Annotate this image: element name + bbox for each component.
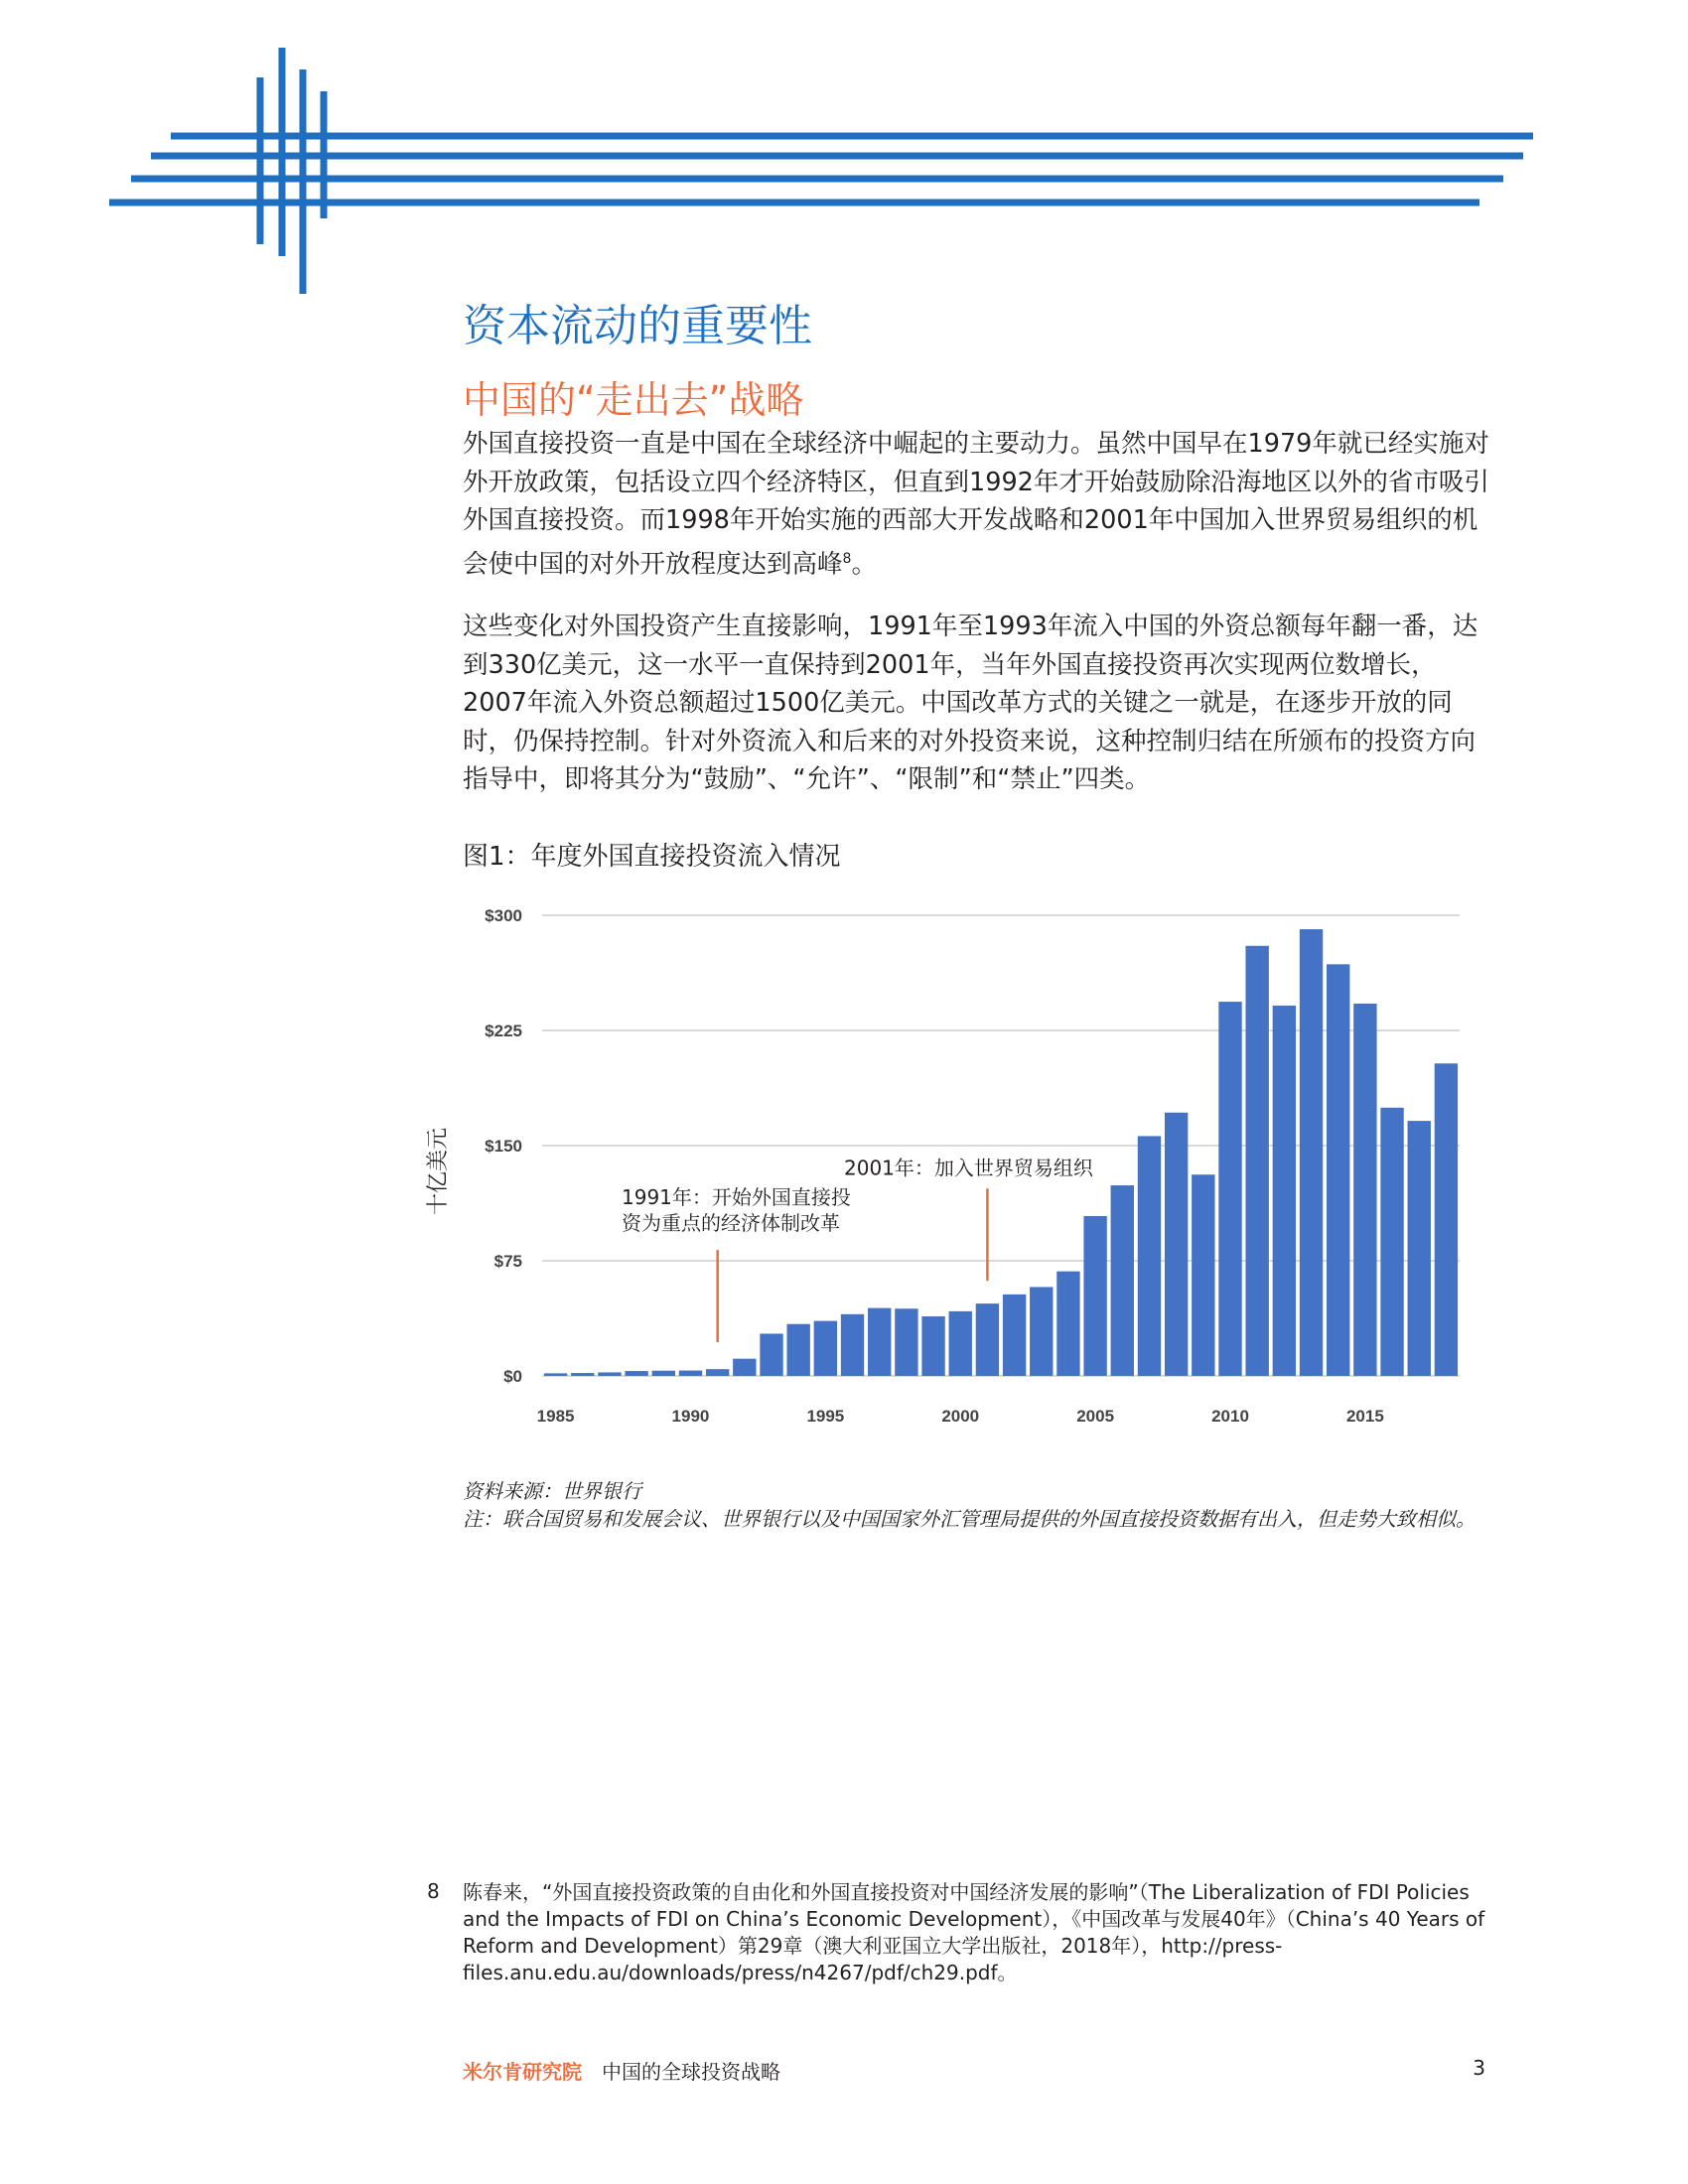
x-tick-label: 1990 <box>671 1407 710 1426</box>
fdi-bar-chart <box>417 903 1489 1459</box>
footnote-ref: 8 <box>842 550 852 567</box>
footnote-number: 8 <box>427 1879 440 1903</box>
bar-2007 <box>1138 1136 1161 1376</box>
bar-2003 <box>1030 1287 1053 1376</box>
bar-2009 <box>1192 1174 1214 1376</box>
bar-1991 <box>706 1369 729 1376</box>
y-tick-label: $225 <box>485 1022 522 1040</box>
x-tick-label: 2000 <box>941 1407 980 1426</box>
x-tick-label: 2015 <box>1345 1407 1384 1426</box>
bar-2004 <box>1056 1272 1079 1376</box>
bar-1992 <box>733 1359 756 1376</box>
bar-2016 <box>1380 1108 1403 1376</box>
bar-1993 <box>760 1333 782 1376</box>
figure-title: 图1：年度外国直接投资流入情况 <box>463 842 841 872</box>
bar-2013 <box>1300 929 1323 1376</box>
y-tick-label: $0 <box>503 1367 522 1386</box>
bar-2011 <box>1245 946 1268 1376</box>
chart-source <box>463 1477 1485 1533</box>
y-axis-title: 十亿美元 <box>426 1127 451 1216</box>
x-tick-label: 2010 <box>1211 1407 1249 1426</box>
bar-1988 <box>625 1371 647 1376</box>
y-tick-label: $75 <box>493 1252 522 1271</box>
paragraph-1 <box>463 425 1495 584</box>
header-decoration <box>0 0 1688 298</box>
bar-1995 <box>814 1321 837 1376</box>
bar-2015 <box>1353 1004 1376 1376</box>
annotation-1991-line2: 资为重点的经济体制改革 <box>622 1210 840 1235</box>
paragraph-1-text: 外国直接投资一直是中国在全球经济中崛起的主要动力。虽然中国早在1979年就已经实施对外开放政策，包括设立四个经济特区，但直到1992年才开始鼓励除沿海地区以外的省市吸引外国直接投资。而1998年开始实施的西部大开发战略和2001年中国加入世界贸易组织的机会使中国的对外开放程度达到高峰 <box>463 429 1489 579</box>
x-tick-label: 1995 <box>806 1407 845 1426</box>
paragraph-2: 这些变化对外国投资产生直接影响，1991年至1993年流入中国的外资总额每年翻一番，达到330亿美元，这一水平一直保持到2001年，当年外国直接投资再次实现两位数增长，2007年流入外资总额超过1500亿美元。中国改革方式的关键之一就是，在逐步开放的同时，仍保持控制。针对外资流入和后来的对外投资来说，这种控制归结在所颁布的投资方向指导中，即将其分为“鼓励”、“允许”、“限制”和“禁止”四类。 <box>463 612 1478 794</box>
paragraph-1-end: 。 <box>851 549 877 579</box>
annotation-2001: 2001年：加入世界贸易组织 <box>844 1156 1093 1180</box>
y-axis-labels <box>485 906 522 1386</box>
footer-title: 中国的全球投资战略 <box>602 2060 780 2084</box>
page-number: 3 <box>1473 2056 1485 2080</box>
chart-bars <box>544 929 1458 1376</box>
bar-2010 <box>1218 1002 1241 1376</box>
bar-1986 <box>571 1373 594 1376</box>
bar-2005 <box>1083 1216 1106 1376</box>
footnote-text: 陈春来，“外国直接投资政策的自由化和外国直接投资对中国经济发展的影响”（The Liberalization of FDI Policies and the Impacts of FDI on China’s Economic Development），《中国改革与发展40年》（China’s 40 Years of Reform and Development）第29章（澳大利亚国立大学出版社，2018年），http://press-files.anu.edu.au/downloads/press/n4267/pdf/ch29.pdf。 <box>463 1880 1485 1984</box>
footer-org: 米尔肯研究院 <box>463 2060 582 2084</box>
bar-2006 <box>1111 1185 1134 1376</box>
page-heading: 资本流动的重要性 <box>463 301 812 351</box>
bar-1990 <box>679 1371 702 1376</box>
bar-2008 <box>1165 1113 1188 1376</box>
bar-2017 <box>1408 1121 1431 1376</box>
bar-2014 <box>1327 964 1349 1376</box>
bar-2000 <box>949 1311 972 1376</box>
y-tick-label: $300 <box>485 906 522 925</box>
bar-2002 <box>1003 1295 1026 1376</box>
bar-1998 <box>895 1308 917 1376</box>
source-line: 资料来源：世界银行 <box>463 1479 641 1503</box>
x-axis-labels <box>537 1407 1384 1426</box>
bar-1994 <box>786 1324 809 1376</box>
bar-2001 <box>976 1303 999 1376</box>
y-tick-label: $150 <box>485 1137 522 1156</box>
bar-2018 <box>1435 1063 1458 1376</box>
bar-1989 <box>652 1371 675 1376</box>
bar-1999 <box>921 1316 944 1376</box>
bar-1985 <box>544 1373 567 1376</box>
bar-2012 <box>1273 1006 1296 1376</box>
bar-1987 <box>598 1372 621 1376</box>
bar-1997 <box>868 1308 891 1376</box>
annotation-1991-line1: 1991年：开始外国直接投 <box>622 1184 851 1209</box>
x-tick-label: 1985 <box>536 1407 575 1426</box>
bar-1996 <box>841 1314 864 1376</box>
page-footer <box>463 2056 780 2085</box>
note-line: 注：联合国贸易和发展会议、世界银行以及中国国家外汇管理局提供的外国直接投资数据有出入，但走势大致相似。 <box>463 1507 1476 1531</box>
section-subheading: 中国的“走出去”战略 <box>463 378 804 422</box>
x-tick-label: 2005 <box>1076 1407 1115 1426</box>
